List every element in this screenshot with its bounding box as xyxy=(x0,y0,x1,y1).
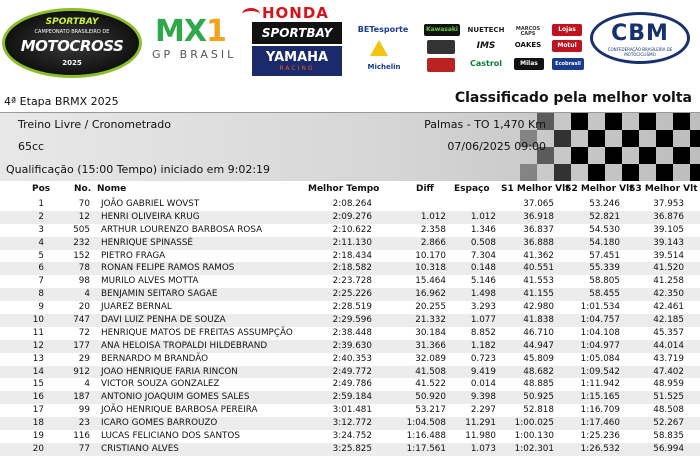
cell-s1: 48.885 xyxy=(523,379,554,390)
table-row xyxy=(0,275,700,288)
cell-gap: 1.012 xyxy=(470,211,496,222)
cell-gap: 0.508 xyxy=(470,237,496,248)
cell-s2: 58.455 xyxy=(589,289,620,300)
cell-pos: 10 xyxy=(32,315,44,326)
cell-number: 99 xyxy=(78,405,90,416)
cell-best-time: 3:24.752 xyxy=(332,431,372,442)
cell-s3: 52.267 xyxy=(653,418,684,429)
cell-pos: 13 xyxy=(32,353,44,364)
sponsor-milas: Milas xyxy=(514,58,544,70)
table-row xyxy=(0,340,700,353)
cell-name: LUCAS FELICIANO DOS SANTOS xyxy=(101,431,240,442)
cell-s3: 41.258 xyxy=(653,276,684,287)
table-row xyxy=(0,391,700,404)
cell-s3: 42.350 xyxy=(653,289,684,300)
cell-best-time: 2:18.434 xyxy=(332,250,372,261)
sponsor-banner xyxy=(0,0,700,84)
col-no: No. xyxy=(74,184,92,194)
cell-s2: 1:11.942 xyxy=(580,379,620,390)
sponsor-marcos-caps: MARCOS CAPS xyxy=(515,26,541,37)
cell-s1: 40.551 xyxy=(523,263,554,274)
cell-gap: 1.498 xyxy=(470,289,496,300)
page-title: Classificado pela melhor volta xyxy=(454,90,692,106)
cell-gap: 9.419 xyxy=(470,366,496,377)
cell-gap: 7.304 xyxy=(470,250,496,261)
cell-gap: 9.398 xyxy=(470,392,496,403)
cell-diff: 50.920 xyxy=(415,392,446,403)
cell-pos: 19 xyxy=(32,431,44,442)
cell-number: 70 xyxy=(78,199,90,209)
cell-gap: 0.723 xyxy=(470,353,496,364)
cell-number: 116 xyxy=(73,431,90,442)
yamaha-logo: YAMAHA RACING xyxy=(252,46,342,76)
cell-best-time: 2:49.772 xyxy=(332,366,372,377)
cell-diff: 1:04.508 xyxy=(406,418,446,429)
sponsor-michelin: Michelin xyxy=(367,63,401,71)
cell-number: 72 xyxy=(78,327,90,338)
flag-square xyxy=(520,164,537,181)
cell-s1: 41.553 xyxy=(523,276,554,287)
cell-best-time: 3:25.825 xyxy=(332,443,372,454)
table-row xyxy=(0,211,700,224)
cell-diff: 1:17.561 xyxy=(406,443,446,454)
cell-best-time: 2:49.786 xyxy=(332,379,372,390)
cell-diff: 10.170 xyxy=(415,250,446,261)
cell-pos: 18 xyxy=(32,418,44,429)
honda-wing-icon xyxy=(242,8,260,21)
cell-name: JOÃO HENRIQUE BARBOSA PEREIRA xyxy=(101,405,258,416)
col-diff: Diff xyxy=(416,184,434,194)
cell-pos: 2 xyxy=(38,211,44,222)
cell-pos: 14 xyxy=(32,366,44,377)
table-row xyxy=(0,366,700,379)
cell-s1: 42.980 xyxy=(523,302,554,313)
cell-gap: 1.346 xyxy=(470,224,496,235)
cell-s2: 54.530 xyxy=(589,224,620,235)
cell-pos: 8 xyxy=(38,289,44,300)
cell-best-time: 2:09.276 xyxy=(332,211,372,222)
table-row xyxy=(0,353,700,366)
emblem-year: 2025 xyxy=(62,59,82,67)
cell-s3: 45.357 xyxy=(653,327,684,338)
gp-brasil-label: GP BRASIL xyxy=(152,48,237,61)
cell-gap: 1.073 xyxy=(470,443,496,454)
cell-name: ICARO GOMES BARROUZO xyxy=(101,418,218,429)
cell-name: JUAREZ BERNAL xyxy=(101,302,172,313)
cell-diff: 41.522 xyxy=(415,379,446,390)
cell-diff: 32.089 xyxy=(415,353,446,364)
cell-name: DAVI LUIZ PENHA DE SOUZA xyxy=(101,315,226,326)
cell-pos: 9 xyxy=(38,302,44,313)
cell-s3: 39.143 xyxy=(653,237,684,248)
cell-number: 77 xyxy=(78,443,90,454)
cell-s2: 1:09.542 xyxy=(580,366,620,377)
cell-s1: 52.818 xyxy=(523,405,554,416)
cell-pos: 4 xyxy=(38,237,44,248)
table-row xyxy=(0,301,700,314)
cell-pos: 11 xyxy=(32,327,44,338)
cell-number: 12 xyxy=(78,211,90,222)
sponsor-castrol: Castrol xyxy=(469,59,503,68)
flag-square xyxy=(673,113,690,130)
cell-pos: 17 xyxy=(32,405,44,416)
cbm-logo: CBM CONFEDERAÇÃO BRASILEIRA DE MOTOCICLISMO xyxy=(590,12,690,64)
cell-pos: 3 xyxy=(38,224,44,235)
cell-gap: 3.293 xyxy=(470,302,496,313)
cell-best-time: 2:40.353 xyxy=(332,353,372,364)
flag-square xyxy=(639,147,656,164)
cell-s2: 55.339 xyxy=(589,263,620,274)
cell-name: HENRIQUE MATOS DE FREITAS ASSUMPÇÃO xyxy=(101,327,293,338)
category-label: 65cc xyxy=(18,140,45,153)
cell-s2: 1:16.709 xyxy=(580,405,620,416)
cell-diff: 41.508 xyxy=(415,366,446,377)
table-row xyxy=(0,404,700,417)
cell-s3: 48.508 xyxy=(653,405,684,416)
table-row xyxy=(0,198,700,211)
cell-pos: 7 xyxy=(38,276,44,287)
cell-diff: 31.366 xyxy=(415,340,446,351)
cell-number: 232 xyxy=(73,237,90,248)
cell-gap: 0.014 xyxy=(470,379,496,390)
cell-s1: 41.362 xyxy=(523,250,554,261)
cell-s3: 51.525 xyxy=(653,392,684,403)
col-s1-best: S1 Melhor Vlt xyxy=(501,184,570,194)
cell-s1: 48.682 xyxy=(523,366,554,377)
emblem-line: CAMPEONATO BRASILEIRO DE xyxy=(34,29,110,35)
cell-number: 152 xyxy=(73,250,90,261)
cell-best-time: 2:25.226 xyxy=(332,289,372,300)
flag-square xyxy=(673,147,690,164)
cell-number: 505 xyxy=(73,224,90,235)
cell-s2: 1:15.165 xyxy=(580,392,620,403)
cell-gap: 8.852 xyxy=(470,327,496,338)
flag-square xyxy=(554,164,571,181)
cell-gap: 2.297 xyxy=(470,405,496,416)
cell-number: 78 xyxy=(78,263,90,274)
cell-s1: 50.925 xyxy=(523,392,554,403)
cell-pos: 1 xyxy=(38,199,44,209)
sportbay-logo: SPORTBAY xyxy=(252,22,342,44)
cell-s3: 56.994 xyxy=(653,443,684,454)
mx1-logo: MX1 xyxy=(155,14,226,49)
cell-s3: 39.105 xyxy=(653,224,684,235)
sponsor-badge-1 xyxy=(427,40,455,54)
cell-s3: 42.185 xyxy=(653,315,684,326)
table-row xyxy=(0,224,700,237)
cell-best-time: 2:23.728 xyxy=(332,276,372,287)
cell-diff: 53.217 xyxy=(415,405,446,416)
qualification-info: Qualificação (15:00 Tempo) iniciado em 9:02:19 xyxy=(6,163,271,176)
cell-s3: 58.835 xyxy=(653,431,684,442)
cell-diff: 30.184 xyxy=(415,327,446,338)
sponsor-badge-2 xyxy=(427,58,455,72)
emblem-title: MOTOCROSS xyxy=(20,37,124,55)
cell-best-time: 2:11.130 xyxy=(332,237,372,248)
stage-label: 4ª Etapa BRMX 2025 xyxy=(4,95,119,108)
cell-number: 20 xyxy=(78,302,90,313)
cell-name: ANTONIO JOAQUIM GOMES SALES xyxy=(101,392,250,403)
cell-number: 29 xyxy=(78,353,90,364)
cell-name: MURILO ALVES MOTTA xyxy=(101,276,199,287)
cell-s2: 57.451 xyxy=(589,250,620,261)
sponsor-ecobrasil: Ecobrasil xyxy=(552,58,584,70)
cell-best-time: 2:38.448 xyxy=(332,327,372,338)
cell-s1: 36.888 xyxy=(523,237,554,248)
cell-name: JOÃO GABRIEL WOVST xyxy=(101,199,200,209)
cell-best-time: 2:08.264 xyxy=(332,199,372,209)
cell-diff: 10.318 xyxy=(415,263,446,274)
flag-square xyxy=(690,130,700,147)
session-datetime: 07/06/2025 09:00 xyxy=(447,140,546,153)
cell-s2: 1:26.532 xyxy=(580,443,620,454)
table-row xyxy=(0,327,700,340)
col-pos: Pos xyxy=(32,184,51,194)
honda-logo: HONDA xyxy=(262,4,329,22)
cell-s3: 42.461 xyxy=(653,302,684,313)
cell-s2: 58.805 xyxy=(589,276,620,287)
sponsor-nuetech: NUETECH xyxy=(467,26,505,34)
cell-s1: 1:00.025 xyxy=(514,418,554,429)
col-s2-best: S2 Melhor Vlt xyxy=(565,184,634,194)
cell-s1: 36.918 xyxy=(523,211,554,222)
cell-pos: 15 xyxy=(32,379,44,390)
cell-best-time: 2:59.184 xyxy=(332,392,372,403)
cell-best-time: 3:01.481 xyxy=(332,405,372,416)
cell-number: 187 xyxy=(73,392,90,403)
cell-pos: 12 xyxy=(32,340,44,351)
cell-pos: 16 xyxy=(32,392,44,403)
cell-name: VICTOR SOUZA GONZALEZ xyxy=(101,379,220,390)
table-row xyxy=(0,288,700,301)
cell-s1: 41.155 xyxy=(523,289,554,300)
cell-s2: 52.821 xyxy=(589,211,620,222)
cell-s3: 44.014 xyxy=(653,340,684,351)
cell-s2: 1:04.757 xyxy=(580,315,620,326)
cell-name: ARTHUR LOURENZO BARBOSA ROSA xyxy=(101,224,263,235)
cell-diff: 21.332 xyxy=(415,315,446,326)
flag-square xyxy=(605,147,622,164)
cell-diff: 2.358 xyxy=(420,224,446,235)
cell-s3: 37.953 xyxy=(653,199,684,209)
sponsor-oakes: OAKES xyxy=(514,41,542,49)
cell-name: JOAO HENRIQUE FARIA RINCON xyxy=(101,366,238,377)
sponsor-betesporte: BETesporte xyxy=(357,25,409,34)
cell-gap: 11.291 xyxy=(465,418,496,429)
col-s3-best: S3 Melhor Vlt xyxy=(629,184,698,194)
cell-s1: 44.947 xyxy=(523,340,554,351)
checkered-flag-graphic xyxy=(520,113,700,181)
cell-s2: 1:01.534 xyxy=(580,302,620,313)
table-row xyxy=(0,378,700,391)
table-row xyxy=(0,250,700,263)
sponsor-kawasaki: Kawasaki xyxy=(424,24,460,36)
flag-square xyxy=(554,130,571,147)
cell-s2: 1:04.977 xyxy=(580,340,620,351)
cell-number: 747 xyxy=(73,315,90,326)
cell-s3: 47.402 xyxy=(653,366,684,377)
flag-square xyxy=(656,164,673,181)
cell-name: ANA HELOISA TROPALDI HILDEBRAND xyxy=(101,340,268,351)
cell-s1: 37.065 xyxy=(523,199,554,209)
cell-diff: 1.012 xyxy=(420,211,446,222)
sponsor-lojas: Lojas xyxy=(552,24,582,36)
cell-gap: 11.980 xyxy=(465,431,496,442)
cell-name: BENJAMIN SEITARO SAGAE xyxy=(101,289,218,300)
cell-s3: 48.959 xyxy=(653,379,684,390)
emblem-brand: SPORTBAY xyxy=(45,17,99,27)
cell-diff: 2.866 xyxy=(420,237,446,248)
flag-square xyxy=(656,130,673,147)
results-table-body xyxy=(0,198,700,456)
cell-s3: 43.719 xyxy=(653,353,684,364)
flag-square xyxy=(605,113,622,130)
cell-diff: 20.255 xyxy=(415,302,446,313)
flag-square xyxy=(571,147,588,164)
cell-s2: 1:25.236 xyxy=(580,431,620,442)
table-row xyxy=(0,417,700,430)
cell-s2: 1:17.460 xyxy=(580,418,620,429)
cell-name: BERNARDO M BRANDÃO xyxy=(101,353,209,364)
cell-gap: 1.077 xyxy=(470,315,496,326)
cell-diff: 1:16.488 xyxy=(406,431,446,442)
cell-name: RONAN FELIPE RAMOS RAMOS xyxy=(101,263,235,274)
cell-diff: 15.464 xyxy=(415,276,446,287)
cell-best-time: 2:10.622 xyxy=(332,224,372,235)
cell-number: 23 xyxy=(78,418,90,429)
cell-number: 4 xyxy=(84,289,90,300)
cell-gap: 5.146 xyxy=(470,276,496,287)
cell-diff: 16.962 xyxy=(415,289,446,300)
cell-s3: 39.514 xyxy=(653,250,684,261)
table-row xyxy=(0,430,700,443)
cell-s3: 41.520 xyxy=(653,263,684,274)
col-best-time: Melhor Tempo xyxy=(308,184,380,194)
flag-square xyxy=(588,164,605,181)
warning-triangle-icon xyxy=(370,40,388,56)
table-row xyxy=(0,262,700,275)
cell-pos: 6 xyxy=(38,263,44,274)
flag-square xyxy=(588,130,605,147)
cell-s3: 36.876 xyxy=(653,211,684,222)
flag-square xyxy=(639,113,656,130)
results-table-header xyxy=(0,184,700,197)
cell-number: 912 xyxy=(73,366,90,377)
cell-s2: 1:04.108 xyxy=(580,327,620,338)
cell-pos: 5 xyxy=(38,250,44,261)
cell-name: PIETRO FRAGA xyxy=(101,250,166,261)
cell-number: 177 xyxy=(73,340,90,351)
cell-best-time: 2:28.519 xyxy=(332,302,372,313)
flag-square xyxy=(622,164,639,181)
session-location: Palmas - TO 1,470 Km xyxy=(424,118,546,131)
cell-s1: 46.710 xyxy=(523,327,554,338)
cell-name: CRISTIANO ALVES xyxy=(101,443,179,454)
cell-name: HENRI OLIVEIRA KRUG xyxy=(101,211,200,222)
flag-square xyxy=(690,164,700,181)
cell-gap: 1.182 xyxy=(470,340,496,351)
cell-best-time: 3:12.772 xyxy=(332,418,372,429)
championship-logo xyxy=(2,8,142,78)
cell-s2: 54.180 xyxy=(589,237,620,248)
cell-s2: 53.246 xyxy=(589,199,620,209)
cell-number: 98 xyxy=(78,276,90,287)
sponsor-motul: Motul xyxy=(552,40,582,52)
col-name: Nome xyxy=(97,184,127,194)
cell-best-time: 2:29.596 xyxy=(332,315,372,326)
session-name: Treino Livre / Cronometrado xyxy=(18,118,172,131)
flag-square xyxy=(622,130,639,147)
sponsor-ims: IMS xyxy=(476,41,496,51)
cell-s2: 1:05.084 xyxy=(580,353,620,364)
cell-s1: 1:02.301 xyxy=(514,443,554,454)
flag-square xyxy=(571,113,588,130)
cell-pos: 20 xyxy=(32,443,44,454)
cell-s1: 36.837 xyxy=(523,224,554,235)
cell-s1: 41.838 xyxy=(523,315,554,326)
cell-number: 4 xyxy=(84,379,90,390)
col-gap: Espaço xyxy=(454,184,490,194)
table-row xyxy=(0,443,700,456)
cell-s1: 1:00.130 xyxy=(514,431,554,442)
table-row xyxy=(0,237,700,250)
cell-best-time: 2:39.630 xyxy=(332,340,372,351)
cell-gap: 0.148 xyxy=(470,263,496,274)
cell-best-time: 2:18.582 xyxy=(332,263,372,274)
cell-s1: 45.809 xyxy=(523,353,554,364)
table-row xyxy=(0,314,700,327)
cell-name: HENRIQUE SPINASSÉ xyxy=(101,237,193,248)
